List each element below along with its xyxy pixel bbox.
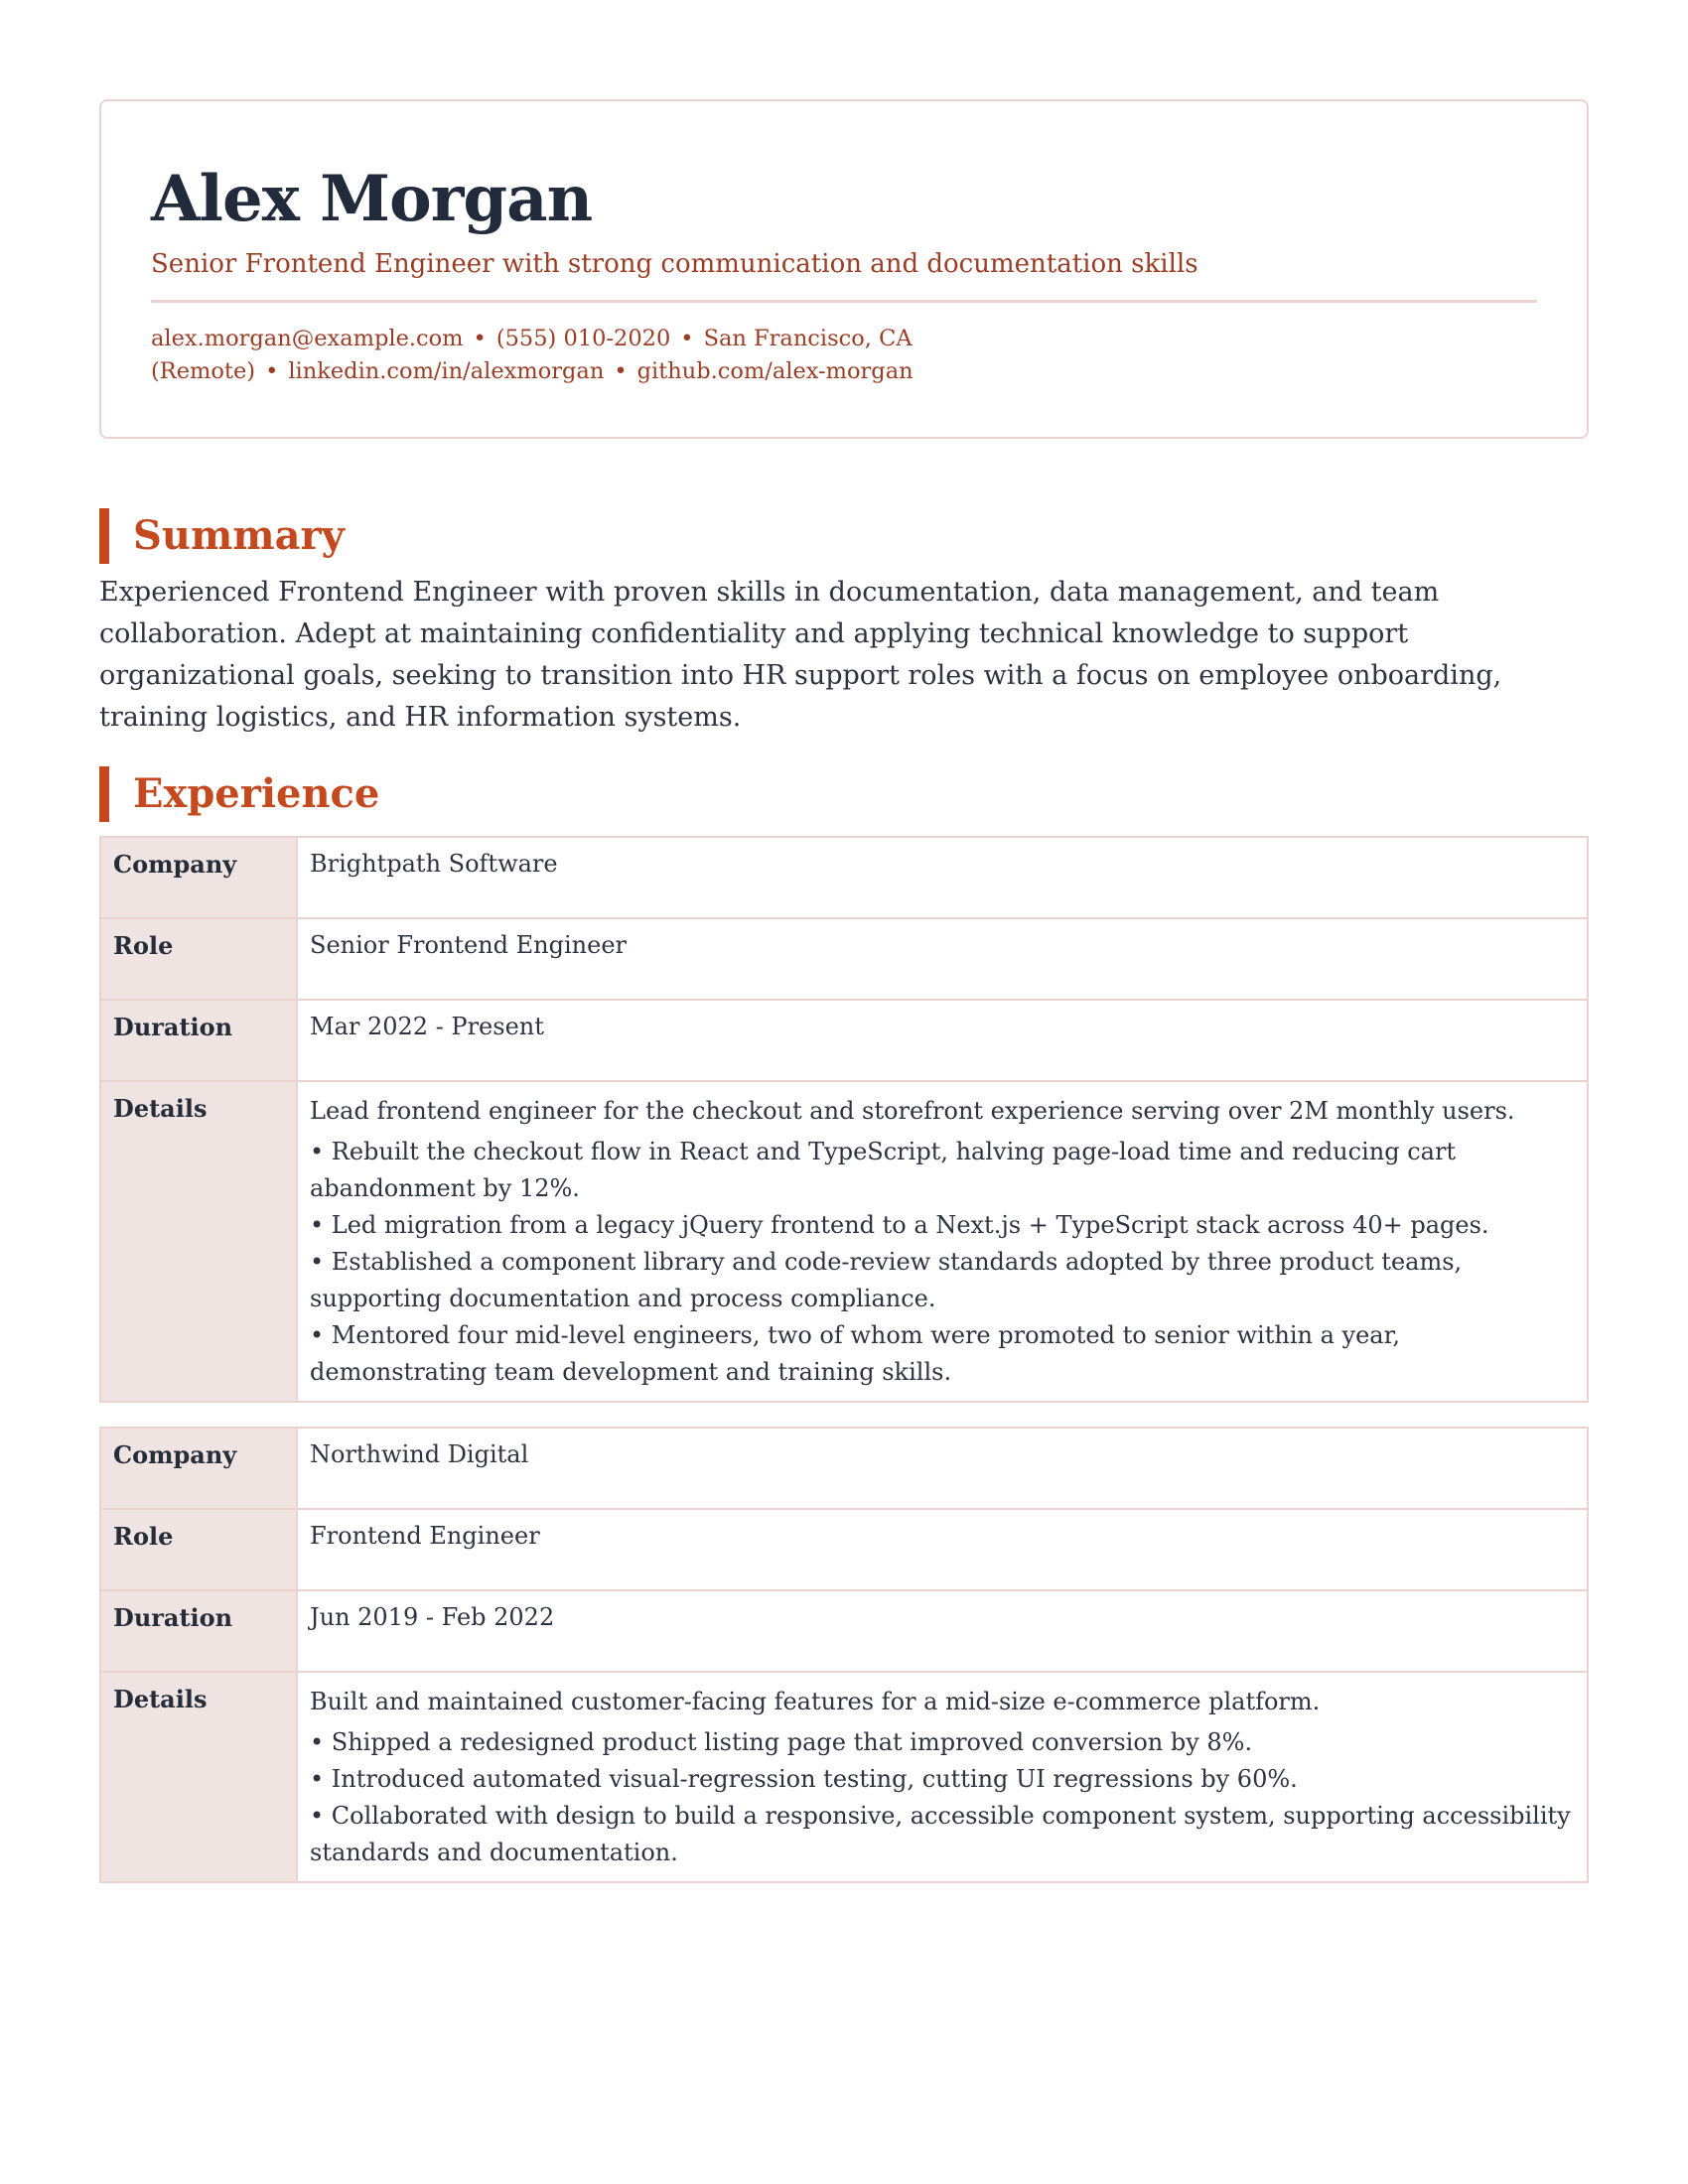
job-details [297, 1081, 1588, 1402]
contact-github[interactable]: github.com/alex-morgan [636, 358, 914, 384]
contact-phone: (555) 010-2020 [495, 326, 671, 351]
candidate-name: Alex Morgan [151, 162, 593, 236]
separator-dot: • [265, 358, 279, 384]
job-table [99, 1427, 1589, 1883]
job-bullet: • Established a component library and code-review standards adopted by three product teams, supporting documentation and process compliance. [310, 1248, 1463, 1312]
job-row-role [100, 918, 1588, 1000]
job-bullet: • Shipped a redesigned product listing page that improved conversion by 8%. [310, 1728, 1253, 1756]
job-role: Senior Frontend Engineer [297, 918, 1588, 1000]
job-company: Brightpath Software [297, 837, 1588, 918]
label-company: Company [100, 1428, 297, 1509]
job-company: Northwind Digital [297, 1428, 1588, 1509]
job-row-duration [100, 1000, 1588, 1081]
summary-title: Summary [133, 512, 345, 559]
separator-dot: • [473, 326, 487, 351]
job-bullet: • Rebuilt the checkout flow in React and TypeScript, halving page-load time and reducing cart abandonment by 12%. [310, 1138, 1457, 1202]
job-bullet: • Led migration from a legacy jQuery frontend to a Next.js + TypeScript stack across 40+ pages. [310, 1211, 1489, 1239]
job-row-company [100, 1428, 1588, 1509]
job-row-company [100, 837, 1588, 918]
contact-line [151, 323, 1537, 388]
experience-heading [99, 766, 1589, 822]
job-details-intro: Lead frontend engineer for the checkout and storefront experience serving over 2M monthly users. [310, 1097, 1515, 1125]
contact-email[interactable]: alex.morgan@example.com [151, 326, 464, 351]
header-card [99, 99, 1589, 439]
summary-heading [99, 508, 1589, 564]
job-row-duration [100, 1590, 1588, 1672]
label-company: Company [100, 837, 297, 918]
label-duration: Duration [100, 1590, 297, 1672]
job-table [99, 836, 1589, 1403]
job-bullet: • Introduced automated visual-regression testing, cutting UI regressions by 60%. [310, 1765, 1298, 1793]
job-duration: Mar 2022 - Present [297, 1000, 1588, 1081]
label-role: Role [100, 1509, 297, 1590]
separator-dot: • [614, 358, 628, 384]
job-bullet: • Collaborated with design to build a responsive, accessible component system, supporting accessibility standards and documentation. [310, 1802, 1571, 1866]
resume-page [99, 99, 1589, 1883]
headline: Senior Frontend Engineer with strong communication and documentation skills [151, 246, 1537, 303]
label-details: Details [100, 1081, 297, 1402]
job-details-intro: Built and maintained customer-facing features for a mid-size e-commerce platform. [310, 1688, 1321, 1715]
summary-text: Experienced Frontend Engineer with proven skills in documentation, data management, and team collaboration. Adept at maintaining confidentiality and applying technical knowledge to support organizational goals, seeking to transition into HR support roles with a focus on employee onboarding, training logistics, and HR information systems. [99, 577, 1502, 733]
job-duration: Jun 2019 - Feb 2022 [297, 1590, 1588, 1672]
label-duration: Duration [100, 1000, 297, 1081]
label-details: Details [100, 1672, 297, 1882]
section-accent-bar [99, 766, 109, 822]
section-accent-bar [99, 508, 109, 564]
contact-location: San Francisco, CA (Remote) [151, 326, 913, 384]
job-row-details [100, 1672, 1588, 1882]
label-role: Role [100, 918, 297, 1000]
contact-linkedin[interactable]: linkedin.com/in/alexmorgan [288, 358, 605, 384]
job-role: Frontend Engineer [297, 1509, 1588, 1590]
job-details [297, 1672, 1588, 1882]
job-row-details [100, 1081, 1588, 1402]
experience-title: Experience [133, 770, 380, 817]
separator-dot: • [680, 326, 694, 351]
job-bullet: • Mentored four mid-level engineers, two of whom were promoted to senior within a year, demonstrating team development and training skills. [310, 1321, 1401, 1386]
job-row-role [100, 1509, 1588, 1590]
